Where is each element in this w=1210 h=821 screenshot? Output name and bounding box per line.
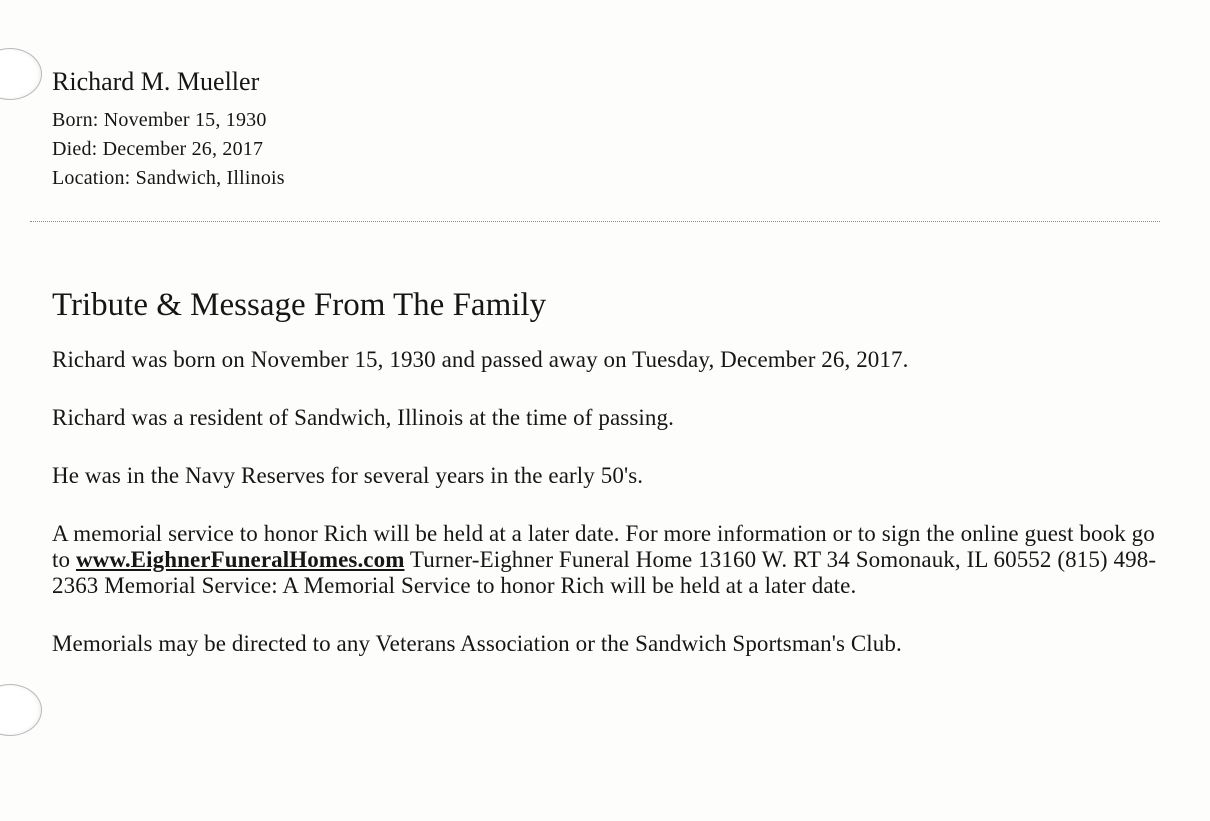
- tribute-paragraph-birth-death: Richard was born on November 15, 1930 and passed away on Tuesday, December 26, 2017.: [52, 347, 909, 372]
- tribute-section: [52, 282, 1162, 689]
- memorial-text-before-link: A memorial service to honor Rich will be held at a later date. For more information or to sign the online guest book go to: [52, 521, 1155, 572]
- binder-hole-top: [0, 48, 42, 100]
- obituary-header: [52, 64, 285, 193]
- tribute-paragraph-navy: He was in the Navy Reserves for several years in the early 50's.: [52, 463, 644, 488]
- death-date: Died: December 26, 2017: [52, 138, 264, 160]
- tribute-title: Tribute & Message From The Family: [52, 287, 547, 323]
- section-divider: [30, 221, 1160, 222]
- memorial-text-after-link: Turner-Eighner Funeral Home 13160 W. RT 34 Somonauk, IL 60552 (815) 498-2363 Memorial Service: A Memorial Service to honor Rich will be held at a later date.: [52, 547, 1157, 598]
- location: Location: Sandwich, Illinois: [52, 167, 285, 189]
- binder-hole-bottom: [0, 684, 42, 736]
- tribute-paragraph-memorial-service: [52, 521, 1162, 599]
- funeral-home-website-link[interactable]: www.EighnerFuneralHomes.com: [75, 547, 405, 572]
- tribute-paragraph-residence: Richard was a resident of Sandwich, Illinois at the time of passing.: [52, 405, 674, 430]
- birth-date: Born: November 15, 1930: [52, 109, 267, 131]
- tribute-paragraph-memorials: Memorials may be directed to any Veterans Association or the Sandwich Sportsman's Club.: [52, 631, 902, 656]
- deceased-name: Richard M. Mueller: [52, 67, 260, 96]
